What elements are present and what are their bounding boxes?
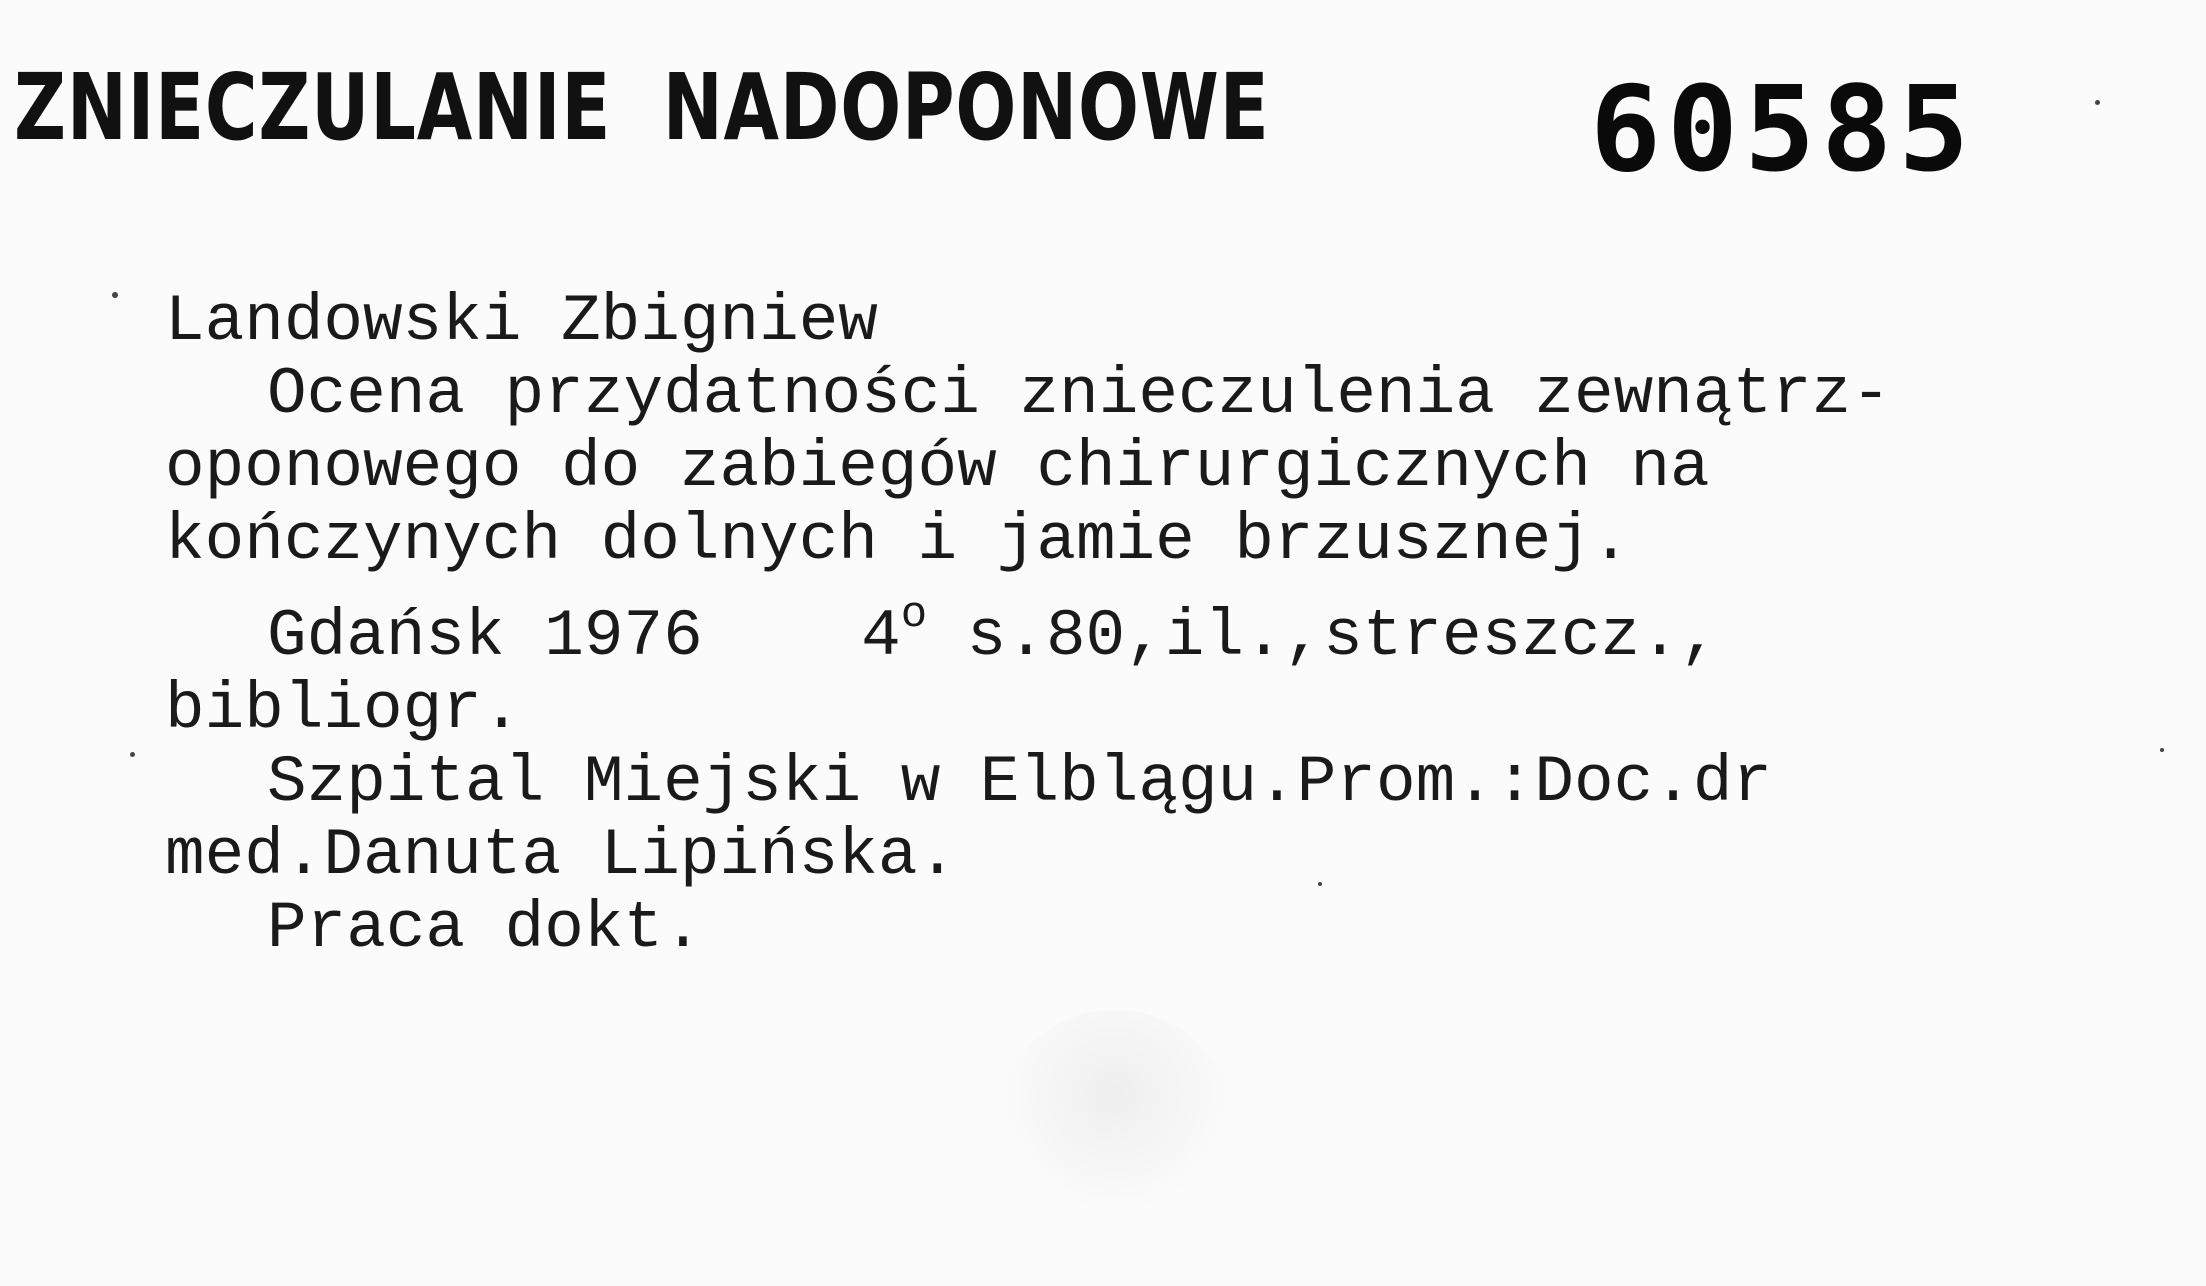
format-size: 4 (861, 599, 901, 674)
format-superscript: o (900, 590, 928, 640)
title-line: oponowego do zabiegów chirurgicznych na (165, 430, 1710, 505)
author-name: Landowski Zbigniew (165, 284, 878, 359)
stain-mark (1000, 1010, 1230, 1220)
dust-speck (112, 292, 118, 298)
institution-line: med.Danuta Lipińska. (165, 818, 958, 893)
title-line: kończynych dolnych i jamie brzusznej. (165, 503, 1631, 578)
dust-speck (2095, 100, 2100, 105)
card-body (165, 285, 2165, 965)
subject-heading: ZNIECZULANIE NADOPONOWE (14, 54, 1270, 161)
pagination: s.80,il.,streszcz., (966, 599, 1720, 674)
imprint-continuation: bibliogr. (165, 672, 522, 747)
imprint-line (165, 590, 2165, 674)
institution-line: Szpital Miejski w Elblągu.Prom.:Doc.dr (267, 745, 1773, 820)
place-year: Gdańsk 1976 (267, 599, 703, 674)
dust-speck (130, 752, 135, 757)
title-line: Ocena przydatności znieczulenia zewnątrz- (267, 357, 1891, 432)
card-number: 60585 (1590, 60, 1976, 198)
thesis-note: Praca dokt. (267, 891, 703, 966)
